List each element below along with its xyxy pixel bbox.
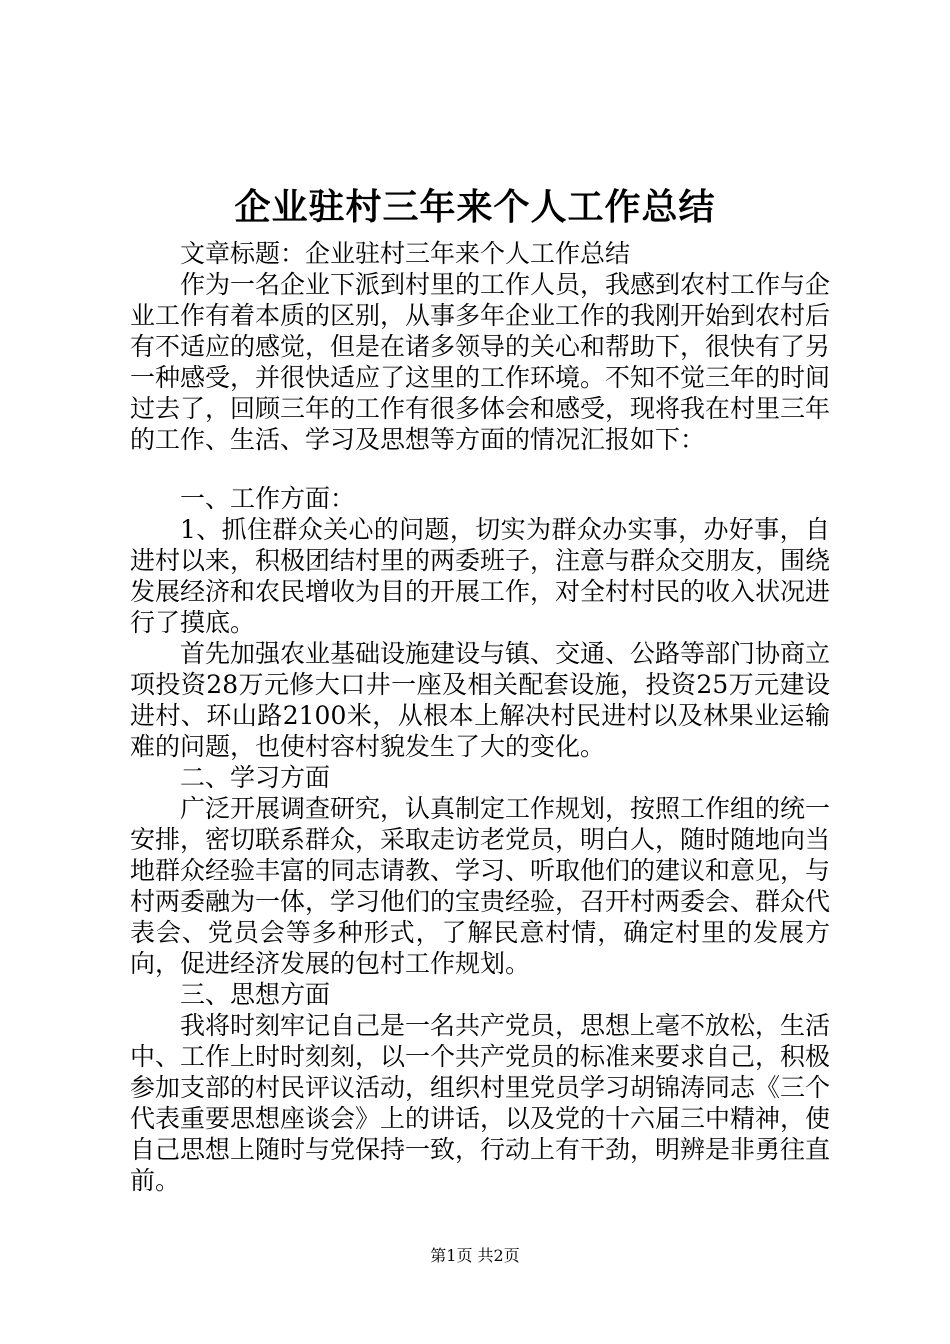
section-heading-work: 一、工作方面：: [180, 484, 356, 513]
intro-paragraph: 作为一名企业下派到村里的工作人员，我感到农村工作与企业工作有着本质的区别，从事多年企业工作的我刚开始到农村后有不适应的感觉，但是在诸多领导的关心和帮助下，很快有了另一种感受，并很快适应了这里的工作环境。不知不觉三年的时间过去了，回顾三年的工作有很多体会和感受，现将我在村里三年的工作、生活、学习及思想等方面的情况汇报如下：: [130, 270, 831, 454]
section-heading-study: 二、学习方面: [180, 763, 331, 792]
work-paragraph-1: 1、抓住群众关心的问题，切实为群众办实事，办好事，自进村以来，积极团结村里的两委班子，注意与群众交朋友，围绕发展经济和农民增收为目的开展工作，对全村村民的收入状况进行了摸底。: [130, 515, 831, 637]
study-paragraph: 广泛开展调查研究，认真制定工作规划，按照工作组的统一安排，密切联系群众，采取走访老党员，明白人，随时随地向当地群众经验丰富的同志请教、学习、听取他们的建议和意见，与村两委融为一体，学习他们的宝贵经验，召开村两委会、群众代表会、党员会等多种形式，了解民意村情，确定村里的发展方向，促进经济发展的包村工作规划。: [130, 794, 831, 978]
article-title-line: 文章标题：企业驻村三年来个人工作总结: [180, 239, 631, 268]
document-title: 企业驻村三年来个人工作总结: [234, 187, 716, 228]
document-body: [130, 238, 830, 1196]
page-number-footer: 第1页 共2页: [430, 1246, 520, 1265]
section-heading-thought: 三、思想方面: [180, 980, 331, 1009]
work-paragraph-2: 首先加强农业基础设施建设与镇、交通、公路等部门协商立项投资28万元修大口井一座及相关配套设施，投资25万元建设进村、环山路2100米，从根本上解决村民进村以及林果业运输难的问题，也使村容村貌发生了大的变化。: [130, 639, 831, 761]
thought-paragraph: 我将时刻牢记自己是一名共产党员，思想上毫不放松，生活中、工作上时时刻刻，以一个共产党员的标准来要求自己，积极参加支部的村民评议活动，组织村里党员学习胡锦涛同志《三个代表重要思想座谈会》上的讲话，以及党的十六届三中精神，使自己思想上随时与党保持一致，行动上有干劲，明辨是非勇往直前。: [130, 1011, 831, 1195]
